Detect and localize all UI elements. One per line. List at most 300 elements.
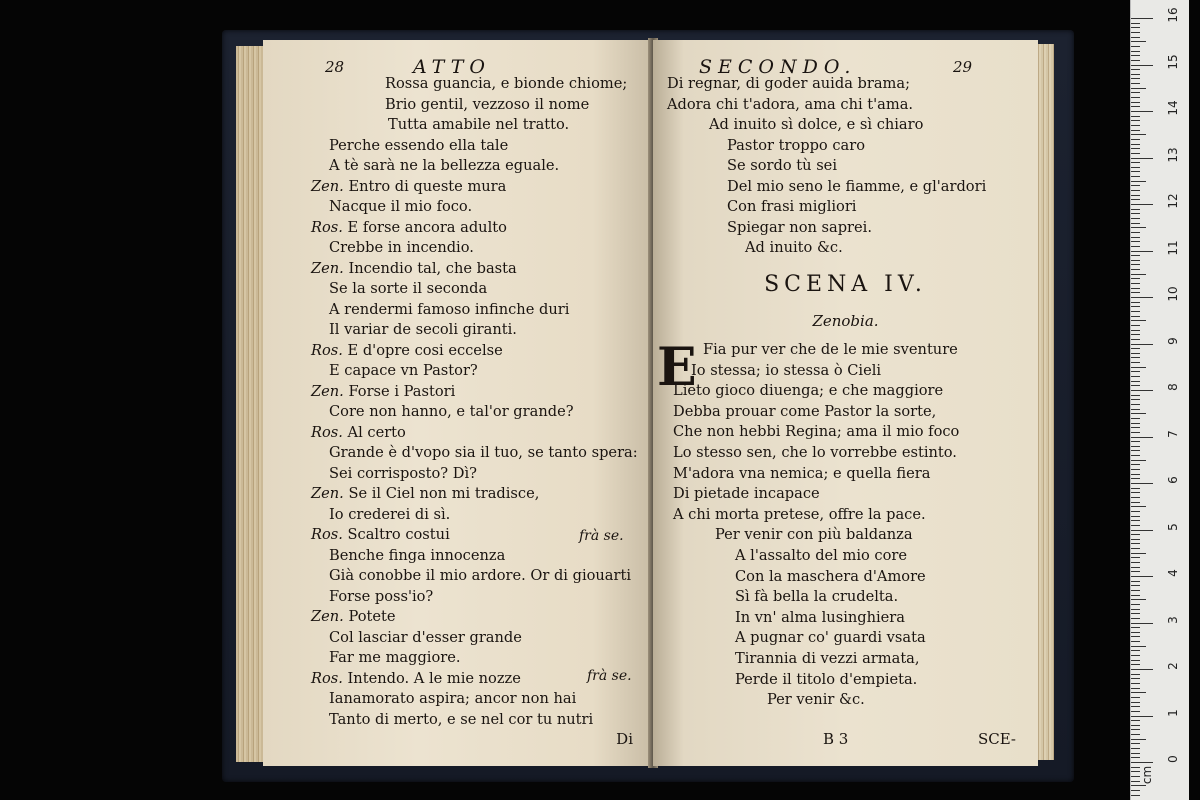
ruler-tick: [1131, 539, 1140, 540]
text-line: Che non hebbi Regina; ama il mio foco: [673, 423, 960, 441]
ruler-tick: [1131, 125, 1140, 126]
text-line: Debba prouar come Pastor la sorte,: [673, 402, 937, 420]
ruler-tick: [1131, 74, 1140, 75]
ruler-number: 1: [1166, 708, 1180, 717]
ruler-tick: [1131, 702, 1140, 703]
ruler-number: 12: [1166, 193, 1180, 209]
text-line: [329, 156, 559, 176]
ruler-tick: [1131, 274, 1146, 275]
line-text: E capace vn Pastor?: [329, 362, 478, 379]
text-line: [311, 382, 455, 402]
ruler-tick: [1131, 683, 1140, 684]
text-line: [329, 443, 638, 463]
line-text: Al certo: [347, 423, 406, 441]
ruler-tick: [1131, 167, 1140, 168]
ruler-tick: [1131, 218, 1140, 219]
ruler-tick: [1131, 706, 1140, 707]
text-line: [329, 464, 477, 484]
ruler-tick: [1131, 404, 1140, 405]
ruler-tick: [1131, 120, 1140, 121]
ruler-tick: [1131, 604, 1140, 605]
ruler-tick: [1131, 302, 1140, 303]
ruler-tick: [1131, 51, 1140, 52]
text-line: [329, 587, 433, 607]
text-line: Spiegar non saprei.: [727, 218, 872, 236]
line-text: Col lasciar d'esser grande: [329, 628, 522, 646]
line-text: E forse ancora adulto: [347, 218, 507, 236]
line-text: Incendio tal, che basta: [348, 259, 517, 277]
text-line: [329, 238, 474, 258]
text-line: [311, 525, 450, 545]
scene-speaker: Zenobia.: [812, 312, 879, 330]
right-page-number: 29: [953, 58, 973, 76]
ruler-tick: [1131, 464, 1140, 465]
ruler-tick: [1131, 102, 1140, 103]
text-line: Ad inuito sì dolce, e sì chiaro: [709, 116, 924, 133]
ruler-tick: [1131, 292, 1140, 293]
line-text: Far me maggiore.: [329, 649, 461, 666]
text-line: Pastor troppo caro: [727, 136, 865, 154]
ruler-tick: [1131, 176, 1140, 177]
right-head-text: SECONDO.: [699, 56, 857, 78]
text-line: [329, 689, 576, 709]
speaker-label: Ros.: [311, 341, 343, 359]
ruler-tick: [1131, 297, 1153, 298]
ruler-number: 16: [1166, 7, 1180, 23]
ruler-tick: [1131, 116, 1140, 117]
ruler-tick: [1131, 334, 1140, 335]
left-page-number: 28: [325, 58, 345, 76]
right-page: [653, 40, 1038, 766]
line-text: Io crederei di sì.: [329, 505, 451, 523]
ruler-tick: [1131, 18, 1153, 19]
ruler-tick: [1131, 348, 1140, 349]
ruler-tick: [1131, 190, 1140, 191]
line-text: Grande è d'vopo sia il tuo, se tanto spera:: [329, 444, 638, 461]
ruler-tick: [1131, 655, 1140, 656]
ruler-number: 11: [1166, 239, 1180, 256]
ruler-tick: [1131, 585, 1140, 586]
ruler-tick: [1131, 613, 1140, 614]
ruler-tick: [1131, 739, 1146, 740]
ruler-tick: [1131, 27, 1140, 28]
right-page-edges: [1036, 44, 1054, 760]
ruler-number: 2: [1166, 662, 1180, 670]
ruler-tick: [1131, 162, 1140, 163]
ruler-tick: [1131, 320, 1146, 321]
ruler-tick: [1131, 660, 1140, 661]
ruler-tick: [1131, 255, 1140, 256]
ruler-tick: [1131, 483, 1153, 484]
ruler-tick: [1131, 148, 1140, 149]
ruler-tick: [1131, 97, 1140, 98]
ruler-tick: [1131, 795, 1140, 796]
line-text: Già conobbe il mio ardore. Or di giouarti: [329, 567, 632, 584]
ruler-tick: [1131, 543, 1140, 544]
speaker-label: Zen.: [311, 608, 344, 625]
ruler-tick: [1131, 376, 1140, 377]
text-line: Di regnar, di goder auida brama;: [667, 75, 911, 92]
ruler-tick: [1131, 418, 1140, 419]
ruler-tick: [1131, 753, 1140, 754]
ruler-tick: [1131, 83, 1140, 84]
ruler-tick: [1131, 432, 1140, 433]
ruler-tick: [1131, 306, 1140, 307]
text-line: A pugnar co' guardi vsata: [735, 629, 926, 647]
ruler-tick: [1131, 251, 1153, 252]
left-page-edges: [236, 46, 266, 762]
ruler-tick: [1131, 511, 1140, 512]
ruler-tick: [1131, 185, 1140, 186]
ruler-tick: [1131, 371, 1140, 372]
ruler-tick: [1131, 460, 1146, 461]
ruler-tick: [1131, 278, 1140, 279]
ruler-tick: [1131, 650, 1140, 651]
line-text: Brio gentil, vezzoso il nome: [385, 95, 590, 113]
ruler-tick: [1131, 395, 1140, 396]
catchword: SCE-: [977, 730, 1016, 748]
ruler-tick: [1131, 623, 1153, 624]
speaker-label: Ros.: [311, 526, 343, 543]
ruler-tick: [1131, 316, 1140, 317]
speaker-label: Ros.: [311, 218, 343, 236]
ruler-tick: [1131, 716, 1153, 717]
ruler-tick: [1131, 734, 1140, 735]
text-line: M'adora vna nemica; e quella fiera: [673, 464, 931, 482]
ruler-tick: [1131, 516, 1140, 517]
text-line: Lo stesso sen, che lo vorrebbe estinto.: [673, 444, 957, 461]
left-head-text: ATTO: [413, 56, 491, 78]
line-text: Core non hanno, e tal'or grande?: [329, 403, 574, 420]
speaker-label: Ros.: [311, 423, 343, 441]
text-line: Se sordo tù sei: [727, 157, 837, 174]
text-line: Per venir &c.: [767, 691, 865, 709]
ruler-tick: [1131, 757, 1140, 758]
text-line: [329, 648, 461, 668]
ruler-tick: [1131, 711, 1140, 712]
ruler-tick: [1131, 576, 1153, 577]
line-text: Perche essendo ella tale: [329, 136, 509, 154]
speaker-label: Zen.: [311, 177, 344, 195]
line-text: Crebbe in incendio.: [329, 239, 474, 256]
ruler-tick: [1131, 325, 1140, 326]
ruler-tick: [1131, 357, 1140, 358]
ruler-tick: [1131, 111, 1153, 112]
text-line: Perde il titolo d'empieta.: [735, 670, 918, 688]
ruler-tick: [1131, 474, 1140, 475]
ruler-tick: [1131, 506, 1146, 507]
ruler-tick: [1131, 664, 1140, 665]
ruler-tick: [1131, 362, 1140, 363]
speaker-label: Ros.: [311, 669, 343, 687]
ruler-tick: [1131, 692, 1146, 693]
ruler-number: 10: [1166, 286, 1180, 302]
text-line: [385, 74, 627, 94]
ruler-tick: [1131, 502, 1140, 503]
text-line: [329, 505, 450, 525]
ruler-tick: [1131, 227, 1146, 228]
ruler-tick: [1131, 771, 1140, 772]
ruler-tick: [1131, 32, 1140, 33]
ruler-tick: [1131, 632, 1140, 633]
stage-direction-aside: frà se.: [587, 668, 632, 684]
scene-title: SCENA IV.: [764, 272, 927, 297]
ruler-tick: [1131, 697, 1140, 698]
text-line: Ad inuito &c.: [745, 239, 843, 256]
text-line: Con la maschera d'Amore: [735, 567, 926, 585]
text-line: [329, 279, 487, 299]
line-text: Il variar de secoli giranti.: [329, 321, 517, 338]
ruler-tick: [1131, 339, 1140, 340]
ruler-tick: [1131, 525, 1140, 526]
ruler-tick: [1131, 106, 1140, 107]
ruler-tick: [1131, 199, 1140, 200]
ruler-tick: [1131, 46, 1140, 47]
ruler-number: 15: [1166, 53, 1180, 70]
speaker-label: Zen.: [311, 259, 344, 277]
line-text: Forse i Pastori: [348, 382, 456, 400]
ruler-tick: [1131, 781, 1140, 782]
text-line: [311, 218, 507, 238]
ruler-tick: [1131, 743, 1140, 744]
line-text: Se il Ciel non mi tradisce,: [348, 485, 540, 502]
text-line: Io stessa; io stessa ò Cieli: [691, 361, 882, 379]
text-line: [329, 402, 574, 422]
stage-direction-aside: frà se.: [579, 528, 624, 544]
ruler-number: 13: [1166, 146, 1180, 163]
ruler-tick: [1131, 446, 1140, 447]
ruler-tick: [1131, 78, 1140, 79]
ruler-number: 6: [1166, 476, 1180, 484]
measurement-ruler: [1130, 0, 1189, 800]
ruler-tick: [1131, 534, 1140, 535]
text-line: Di pietade incapace: [673, 485, 820, 503]
text-line: A l'assalto del mio core: [735, 547, 907, 564]
text-line: A chi morta pretese, offre la pace.: [673, 505, 926, 523]
ruler-tick: [1131, 646, 1146, 647]
text-line: [329, 628, 522, 648]
ruler-tick: [1131, 488, 1140, 489]
ruler-tick: [1131, 181, 1146, 182]
ruler-tick: [1131, 478, 1140, 479]
line-text: A tè sarà ne la bellezza eguale.: [329, 157, 560, 174]
text-line: [329, 566, 631, 586]
ruler-tick: [1131, 571, 1140, 572]
text-line: [388, 115, 569, 135]
ruler-tick: [1131, 720, 1140, 721]
text-line: [311, 669, 521, 689]
line-text: Scaltro costui: [347, 526, 450, 543]
ruler-tick: [1131, 130, 1140, 131]
ruler-tick: [1131, 530, 1153, 531]
catchword: Di: [616, 730, 633, 748]
line-text: Nacque il mio foco.: [329, 198, 473, 215]
speaker-label: Zen.: [311, 485, 344, 502]
text-line: Fia pur ver che de le mie sventure: [703, 341, 958, 358]
text-line: Adora chi t'adora, ama chi t'ama.: [667, 95, 914, 113]
ruler-tick: [1131, 678, 1140, 679]
ruler-tick: [1131, 776, 1140, 777]
text-line: [311, 484, 539, 504]
ruler-tick: [1131, 590, 1140, 591]
ruler-tick: [1131, 171, 1140, 172]
ruler-tick: [1131, 423, 1140, 424]
text-line: [311, 423, 406, 443]
text-line: Tirannia di vezzi armata,: [735, 650, 920, 667]
text-line: [311, 607, 396, 627]
ruler-tick: [1131, 241, 1140, 242]
ruler-tick: [1131, 353, 1140, 354]
signature-mark: B 3: [823, 730, 849, 748]
ruler-tick: [1131, 204, 1153, 205]
speaker-label: Zen.: [311, 382, 344, 400]
text-line: Per venir con più baldanza: [715, 526, 913, 544]
ruler-number: 4: [1166, 569, 1180, 577]
ruler-tick: [1131, 144, 1140, 145]
ruler-tick: [1131, 409, 1140, 410]
ruler-tick: [1131, 688, 1140, 689]
left-page: [263, 40, 651, 766]
ruler-tick: [1131, 223, 1140, 224]
ruler-tick: [1131, 469, 1140, 470]
ruler-number: 0: [1166, 755, 1180, 763]
line-text: E d'opre cosi eccelse: [347, 341, 503, 359]
text-line: In vn' alma lusinghiera: [735, 608, 905, 626]
ruler-tick: [1131, 264, 1140, 265]
ruler-tick: [1131, 669, 1153, 670]
ruler-tick: [1131, 153, 1140, 154]
ruler-tick: [1131, 790, 1140, 791]
ruler-number: 14: [1166, 100, 1180, 116]
ruler-tick: [1131, 553, 1146, 554]
ruler-tick: [1131, 23, 1140, 24]
ruler-tick: [1131, 413, 1146, 414]
ruler-tick: [1131, 195, 1140, 196]
text-line: [329, 197, 472, 217]
ruler-tick: [1131, 381, 1140, 382]
ruler-tick: [1131, 260, 1140, 261]
ruler-tick: [1131, 520, 1140, 521]
line-text: A rendermi famoso infinche duri: [329, 300, 570, 318]
ruler-tick: [1131, 69, 1140, 70]
line-text: Se la sorte il seconda: [329, 280, 488, 297]
ruler-tick: [1131, 441, 1140, 442]
text-line: Sì fà bella la crudelta.: [735, 588, 899, 606]
text-line: [329, 300, 569, 320]
text-line: [329, 361, 478, 381]
ruler-number: 7: [1166, 429, 1180, 438]
line-text: Tutta amabile nel tratto.: [388, 116, 570, 133]
ruler-tick: [1131, 492, 1140, 493]
ruler-number: 9: [1166, 336, 1180, 345]
text-line: [329, 320, 517, 340]
ruler-tick: [1131, 213, 1140, 214]
line-text: Forse poss'io?: [329, 587, 434, 605]
ruler-tick: [1131, 581, 1140, 582]
ruler-tick: [1131, 636, 1140, 637]
text-line: [311, 259, 517, 279]
ruler-tick: [1131, 399, 1140, 400]
line-text: Tanto di merto, e se nel cor tu nutri: [329, 710, 594, 728]
ruler-tick: [1131, 237, 1140, 238]
ruler-tick: [1131, 246, 1140, 247]
line-text: Entro di queste mura: [348, 177, 507, 195]
ruler-tick: [1131, 599, 1146, 600]
ruler-tick: [1131, 269, 1140, 270]
text-line: [311, 177, 506, 197]
text-line: [385, 95, 589, 115]
ruler-tick: [1131, 748, 1140, 749]
line-text: Rossa guancia, e bionde chiome;: [385, 75, 628, 92]
ruler-tick: [1131, 450, 1140, 451]
ruler-tick: [1131, 311, 1140, 312]
ruler-tick: [1131, 455, 1140, 456]
ruler-tick: [1131, 158, 1153, 159]
ruler-tick: [1131, 385, 1140, 386]
ruler-tick: [1131, 139, 1140, 140]
text-line: Del mio seno le fiamme, e gl'ardori: [727, 177, 987, 195]
text-line: Lieto gioco diuenga; e che maggiore: [673, 382, 944, 400]
ruler-tick: [1131, 37, 1140, 38]
ruler-number: 8: [1166, 383, 1180, 391]
ruler-tick: [1131, 41, 1146, 42]
ruler-tick: [1131, 729, 1140, 730]
ruler-unit: cm: [1140, 765, 1154, 785]
ruler-tick: [1131, 557, 1140, 558]
line-text: Ianamorato aspira; ancor non hai: [329, 690, 577, 707]
ruler-tick: [1131, 232, 1140, 233]
ruler-tick: [1131, 427, 1140, 428]
ruler-tick: [1131, 92, 1140, 93]
drop-cap: E: [657, 337, 697, 398]
ruler-tick: [1131, 283, 1140, 284]
ruler-tick: [1131, 562, 1140, 563]
ruler-tick: [1131, 65, 1153, 66]
ruler-tick: [1131, 55, 1140, 56]
ruler-tick: [1131, 88, 1146, 89]
ruler-tick: [1131, 567, 1140, 568]
ruler-tick: [1131, 134, 1146, 135]
line-text: Potete: [348, 608, 396, 625]
ruler-tick: [1131, 437, 1153, 438]
ruler-number: 5: [1166, 522, 1180, 531]
ruler-tick: [1131, 595, 1140, 596]
text-line: [329, 136, 508, 156]
ruler-tick: [1131, 609, 1140, 610]
ruler-tick: [1131, 767, 1140, 768]
ruler-tick: [1131, 618, 1140, 619]
ruler-tick: [1131, 674, 1140, 675]
line-text: Benche finga innocenza: [329, 546, 506, 564]
text-line: [329, 546, 505, 566]
ruler-tick: [1131, 209, 1140, 210]
ruler-tick: [1131, 627, 1140, 628]
ruler-tick: [1131, 330, 1140, 331]
ruler-tick: [1131, 367, 1146, 368]
ruler-tick: [1131, 497, 1140, 498]
text-line: Con frasi migliori: [727, 198, 857, 215]
text-line: [329, 710, 593, 730]
ruler-tick: [1131, 548, 1140, 549]
ruler-tick: [1131, 344, 1153, 345]
text-line: [311, 341, 503, 361]
line-text: Intendo. A le mie nozze: [347, 669, 521, 687]
ruler-tick: [1131, 641, 1140, 642]
line-text: Sei corrisposto? Dì?: [329, 464, 477, 482]
ruler-tick: [1131, 60, 1140, 61]
ruler-tick: [1131, 725, 1140, 726]
ruler-tick: [1131, 288, 1140, 289]
